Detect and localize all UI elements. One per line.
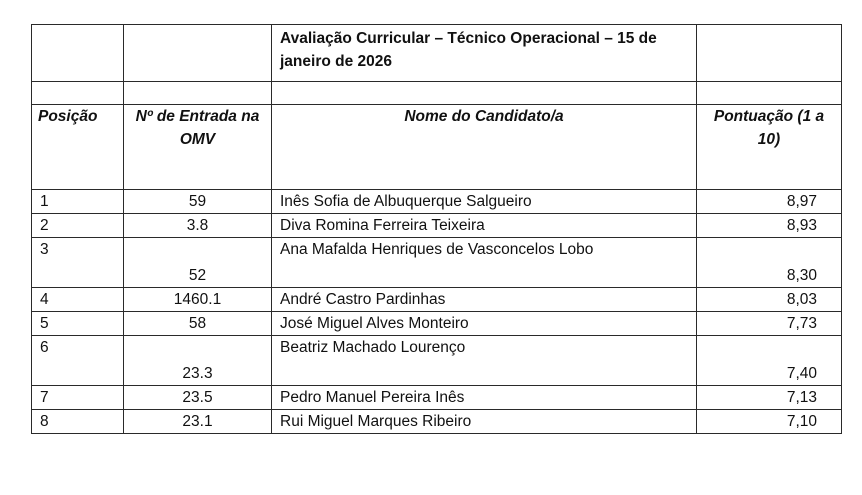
column-header-candidate-name: Nome do Candidato/a xyxy=(272,105,697,190)
column-header-position: Posição xyxy=(32,105,124,190)
candidate-name-cell: André Castro Pardinhas xyxy=(272,288,697,312)
position-cell: 5 xyxy=(32,312,124,336)
score-cell: 8,97 xyxy=(697,190,842,214)
omv-entry-cell: 23.3 xyxy=(124,336,272,386)
title-row xyxy=(32,25,842,82)
position-cell: 2 xyxy=(32,214,124,238)
position-cell: 6 xyxy=(32,336,124,386)
candidate-name-cell: José Miguel Alves Monteiro xyxy=(272,312,697,336)
table-row xyxy=(32,288,842,312)
candidate-name-cell: Inês Sofia de Albuquerque Salgueiro xyxy=(272,190,697,214)
empty-cell xyxy=(32,25,124,82)
spacer-row xyxy=(32,82,842,105)
score-cell: 7,13 xyxy=(697,386,842,410)
score-cell: 7,10 xyxy=(697,410,842,434)
table-row xyxy=(32,238,842,288)
table-row xyxy=(32,214,842,238)
table-row xyxy=(32,410,842,434)
omv-entry-cell: 58 xyxy=(124,312,272,336)
score-cell: 7,40 xyxy=(697,336,842,386)
omv-entry-cell: 23.5 xyxy=(124,386,272,410)
omv-entry-cell: 52 xyxy=(124,238,272,288)
candidate-name-cell: Pedro Manuel Pereira Inês xyxy=(272,386,697,410)
table-row xyxy=(32,190,842,214)
candidate-name-cell: Rui Miguel Marques Ribeiro xyxy=(272,410,697,434)
position-cell: 1 xyxy=(32,190,124,214)
omv-entry-cell: 1460.1 xyxy=(124,288,272,312)
column-header-omv-entry: Nº de Entrada na OMV xyxy=(124,105,272,190)
candidate-name-cell: Ana Mafalda Henriques de Vasconcelos Lobo xyxy=(272,238,697,288)
position-cell: 3 xyxy=(32,238,124,288)
empty-cell xyxy=(32,82,124,105)
omv-entry-cell: 3.8 xyxy=(124,214,272,238)
position-cell: 4 xyxy=(32,288,124,312)
score-cell: 8,30 xyxy=(697,238,842,288)
empty-cell xyxy=(124,82,272,105)
position-cell: 8 xyxy=(32,410,124,434)
score-cell: 8,03 xyxy=(697,288,842,312)
results-table xyxy=(31,24,842,434)
empty-cell xyxy=(697,25,842,82)
table-row xyxy=(32,386,842,410)
document-title: Avaliação Curricular – Técnico Operacional – 15 de janeiro de 2026 xyxy=(272,25,697,82)
candidate-name-cell: Diva Romina Ferreira Teixeira xyxy=(272,214,697,238)
empty-cell xyxy=(697,82,842,105)
empty-cell xyxy=(272,82,697,105)
table-row xyxy=(32,336,842,386)
score-cell: 7,73 xyxy=(697,312,842,336)
position-cell: 7 xyxy=(32,386,124,410)
candidate-name-cell: Beatriz Machado Lourenço xyxy=(272,336,697,386)
table-row xyxy=(32,312,842,336)
empty-cell xyxy=(124,25,272,82)
omv-entry-cell: 59 xyxy=(124,190,272,214)
header-row xyxy=(32,105,842,190)
omv-entry-cell: 23.1 xyxy=(124,410,272,434)
score-cell: 8,93 xyxy=(697,214,842,238)
column-header-score: Pontuação (1 a 10) xyxy=(697,105,842,190)
